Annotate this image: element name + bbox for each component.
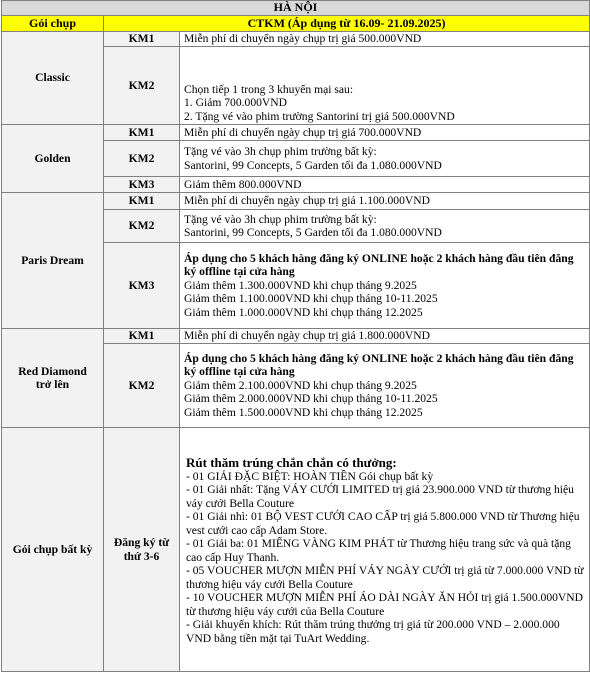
condition-label (104, 428, 180, 672)
promo-cell (180, 344, 590, 428)
promo-condition: Áp dụng cho 5 khách hàng đăng ký ONLINE hoặc 2 khách hàng đầu tiên đăng ký offline tại cửa hàng (184, 351, 574, 379)
promo-line: Giảm thêm 1.300.000VND khi chụp tháng 9.2025 (184, 278, 417, 292)
header-promo: CTKM (Áp dụng từ 16.09- 21.09.2025) (104, 16, 590, 32)
prize-item: - 01 Giải ba: 01 MIẾNG VÀNG KIM PHÁT từ Thương hiệu trang sức và quà tặng cao cấp Huy Thanh. (186, 537, 571, 564)
km-label: KM1 (104, 193, 180, 210)
table-title: HÀ NỘI (2, 1, 590, 16)
promo-line: Giảm thêm 2.100.000VND khi chụp tháng 9.2025 (184, 378, 417, 392)
header-package: Gói chụp (2, 16, 104, 32)
package-any: Gói chụp bất kỳ (2, 428, 104, 672)
promo-table (1, 0, 590, 672)
prize-cell (180, 428, 590, 672)
prize-item: - 05 VOUCHER MƯỢN MIỄN PHÍ VÁY NGÀY CƯỚI trị giá từ 7.000.000 VND từ thương hiệu váy cưới Bella Couture (186, 564, 584, 591)
km-label: KM2 (104, 344, 180, 428)
promo-text: Miễn phí di chuyển ngày chụp trị giá 500.000VND (180, 32, 590, 47)
promo-line: Giảm thêm 1.000.000VND khi chụp tháng 12.2025 (184, 305, 423, 319)
prize-item: - 10 VOUCHER MƯỢN MIỄN PHÍ ÁO DÀI NGÀY ĂN HỎI trị giá 1.500.000VND từ thương hiệu váy cưới của Bella Couture (186, 591, 584, 618)
promo-line: Santorini, 99 Concepts, 5 Garden tối đa 1.080.000VND (184, 158, 442, 172)
promo-cell (180, 141, 590, 177)
promo-line: Chọn tiếp 1 trong 3 khuyến mại sau: (184, 82, 354, 96)
km-label: KM1 (104, 125, 180, 141)
prize-item: - Giải khuyến khích: Rút thăm trúng thưởng trị giá từ 200.000 VND – 2.000.000 VND bằng tiền mặt tại TuArt Wedding. (186, 618, 560, 645)
prize-item: - 01 GIẢI ĐẶC BIỆT: HOÀN TIỀN Gói chụp bất kỳ (186, 469, 434, 483)
promo-cell (180, 47, 590, 125)
promo-text: Miễn phí di chuyển ngày chụp trị giá 1.100.000VND (180, 193, 590, 210)
promo-line: Giảm thêm 1.500.000VND khi chụp tháng 12.2025 (184, 405, 423, 419)
package-name-line: Red Diamond (18, 364, 87, 378)
km-label: KM2 (104, 47, 180, 125)
promo-line: Santorini, 99 Concepts, 5 Garden tối đa 1.080.000VND (184, 226, 442, 239)
promo-line: 1. Giảm 700.000VND (184, 96, 288, 109)
prize-item: - 01 Giải nhất: Tặng VÁY CƯỚI LIMITED trị giá 23.900.000 VND từ thương hiệu váy cưới Bella Couture (186, 483, 574, 510)
package-name-line: trở lên (35, 378, 70, 391)
km-label: KM2 (104, 141, 180, 177)
package-paris-dream: Paris Dream (2, 193, 104, 329)
promo-line: Tặng vé vào 3h chụp phim trường bất kỳ: (184, 212, 377, 226)
package-golden: Golden (2, 125, 104, 193)
km-label: KM1 (104, 329, 180, 344)
promo-line: Giảm thêm 1.100.000VND khi chụp tháng 10-11.2025 (184, 292, 438, 306)
condition-line: thứ 3-6 (123, 549, 160, 563)
package-classic: Classic (2, 32, 104, 125)
condition-line: Đăng ký từ (113, 536, 170, 549)
km-label: KM2 (104, 210, 180, 243)
package-red-diamond (2, 329, 104, 428)
km-label: KM3 (104, 243, 180, 329)
promo-line: Tặng vé vào 3h chụp phim trường bất kỳ: (184, 145, 377, 158)
promo-text: Miễn phí di chuyển ngày chụp trị giá 700.000VND (180, 125, 590, 141)
promo-text: Giảm thêm 800.000VND (180, 177, 590, 193)
promo-line: Giảm thêm 2.000.000VND khi chụp tháng 10-11.2025 (184, 392, 438, 406)
promo-line: 2. Tặng vé vào phim trường Santorini trị giá 500.000VND (184, 109, 455, 123)
promo-cell (180, 243, 590, 329)
km-label: KM3 (104, 177, 180, 193)
km-label: KM1 (104, 32, 180, 47)
prize-item: - 01 Giải nhì: 01 BỘ VEST CƯỚI CAO CẤP trị giá 5.800.000 VND từ Thương hiệu vest cưới cao cấp Adam Store. (186, 510, 580, 537)
promo-condition: Áp dụng cho 5 khách hàng đăng ký ONLINE hoặc 2 khách hàng đầu tiên đăng ký offline tại cửa hàng (184, 251, 574, 279)
promo-text: Miễn phí di chuyển ngày chụp trị giá 1.800.000VND (180, 329, 590, 344)
promo-cell (180, 210, 590, 243)
prize-heading: Rút thăm trúng chắn chắn có thưởng: (186, 455, 397, 470)
